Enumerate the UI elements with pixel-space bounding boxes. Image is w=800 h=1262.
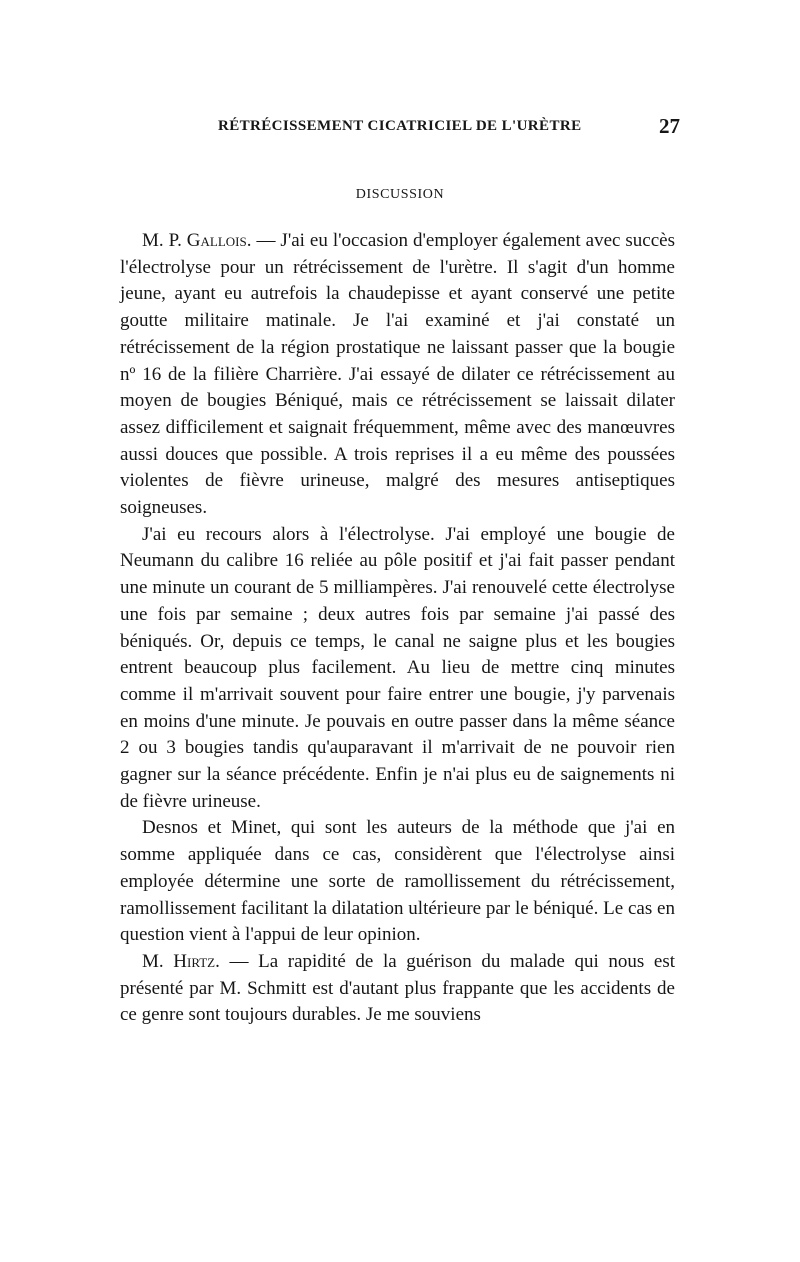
paragraph-gallois bbox=[120, 228, 675, 522]
body-text bbox=[120, 228, 675, 1029]
paragraph-desnos-minet bbox=[120, 815, 675, 949]
paragraph-text: — La rapidité de la guérison du malade qui nous est présenté par M. Schmitt est d'autant plus frappante que les accidents de ce genre sont toujours durables. Je me souviens bbox=[120, 950, 675, 1026]
running-title: RÉTRÉCISSEMENT CICATRICIEL DE L'URÈTRE bbox=[218, 118, 582, 134]
page-number: 27 bbox=[659, 114, 680, 138]
speaker-name: M. P. Gallois. bbox=[142, 230, 252, 251]
paragraph-text: J'ai eu recours alors à l'électrolyse. J'ai employé une bougie de Neumann du calibre 16 reliée au pôle positif et j'ai fait passer pendant une minute un courant de 5 milliampères. J'ai renouvelé cette électrolyse une fois par semaine ; deux autres fois par semaine j'ai passé des béniqués. Or, depuis ce temps, le canal ne saigne plus et les bougies entrent beaucoup plus facilement. Au lieu de mettre cinq minutes comme il m'arrivait souvent pour faire entrer une bougie, j'y parvenais en moins d'une minute. Je pouvais en outre passer dans la même séance 2 ou 3 bougies tandis qu'auparavant il m'arrivait de ne pouvoir rien gagner sur la séance précédente. Enfin je n'ai plus eu de saignements ni de fièvre urineuse. bbox=[120, 523, 675, 812]
section-heading: DISCUSSION bbox=[355, 187, 445, 202]
paragraph-text: Desnos et Minet, qui sont les auteurs de la méthode que j'ai en somme appliquée dans ce cas, considèrent que l'électrolyse ainsi employée détermine une sorte de ramollissement du rétrécissement, ramollissement facilitant la dilatation ultérieure par le béniqué. Le cas en question vient à l'appui de leur opinion. bbox=[120, 817, 675, 946]
running-head bbox=[218, 114, 680, 142]
paragraph-hirtz bbox=[120, 949, 675, 1029]
paragraph-text: — J'ai eu l'occasion d'employer également avec succès l'électrolyse pour un rétrécissement de l'urètre. Il s'agit d'un homme jeune, ayant eu autrefois la chaudepisse et ayant conservé une petite goutte militaire matinale. Je l'ai examiné et j'ai constaté un rétrécissement de la région prostatique ne laissant passer que la bougie nº 16 de la filière Charrière. J'ai essayé de dilater ce rétrécissement au moyen de bougies Béniqué, mais ce rétrécissement se laissait dilater assez difficilement et saignait fréquemment, même avec des manœuvres aussi douces que possible. A trois reprises il a eu même des poussées violentes de fièvre urineuse, malgré des mesures antiseptiques soigneuses. bbox=[120, 230, 675, 519]
paragraph-electrolysis bbox=[120, 522, 675, 816]
speaker-name: M. Hirtz. bbox=[142, 950, 220, 972]
